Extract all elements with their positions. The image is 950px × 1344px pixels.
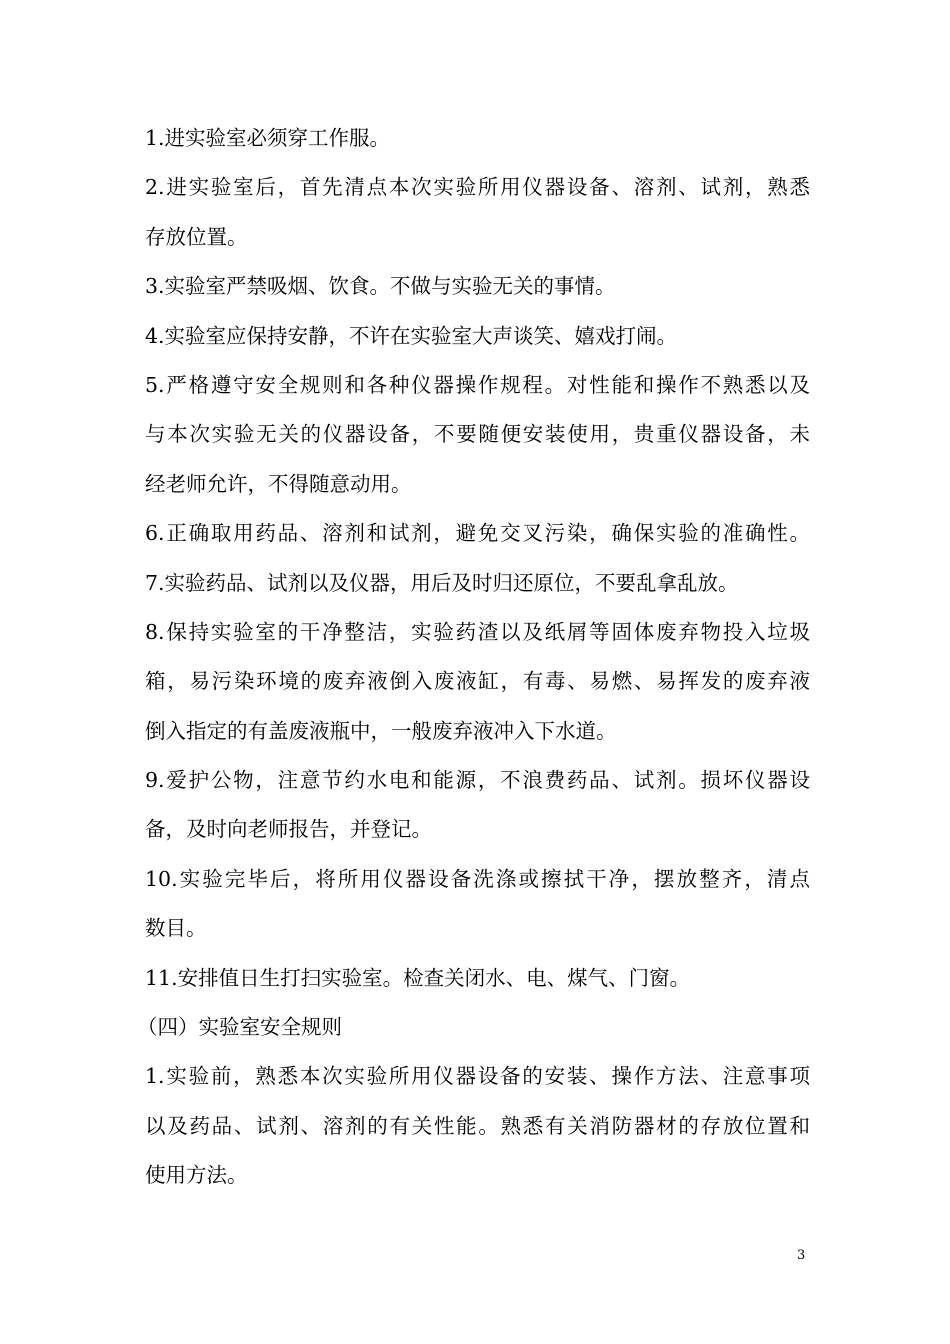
text-line: 经老师允许，不得随意动用。 [145, 471, 412, 496]
page-number: 3 [797, 1248, 806, 1263]
text-line: 数目。 [145, 916, 207, 941]
text-line: 8.保持实验室的干净整洁，实验药渣以及纸屑等固体废弃物投入垃圾 [145, 619, 810, 644]
text-line: 4.实验室应保持安静，不许在实验室大声谈笑、嬉戏打闹。 [145, 323, 678, 348]
text-line: 存放位置。 [145, 224, 248, 249]
text-line: 1.进实验室必须穿工作服。 [145, 126, 391, 150]
text-line: 倒入指定的有盖废液瓶中，一般废弃液冲入下水道。 [145, 718, 617, 743]
text-line: 11.安排值日生打扫实验室。检查关闭水、电、煤气、门窗。 [145, 965, 691, 990]
text-line: 与本次实验无关的仪器设备，不要随便安装使用，贵重仪器设备，未 [145, 422, 810, 447]
text-line: 箱，易污染环境的废弃液倒入废液缸，有毒、易燃、易挥发的废弃液 [145, 669, 810, 694]
text-line: 使用方法。 [145, 1163, 248, 1188]
text-line: 10.实验完毕后，将所用仪器设备洗涤或擦拭干净，摆放整齐，清点 [145, 866, 810, 891]
text-line: 9.爱护公物，注意节约水电和能源，不浪费药品、试剂。损坏仪器设 [145, 768, 810, 793]
text-line: 2.进实验室后，首先清点本次实验所用仪器设备、溶剂、试剂，熟悉 [145, 175, 810, 200]
section-heading: （四）实验室安全规则 [137, 1015, 342, 1040]
text-line: 5.严格遵守安全规则和各种仪器操作规程。对性能和操作不熟悉以及 [145, 372, 810, 397]
text-line: 6.正确取用药品、溶剂和试剂，避免交叉污染，确保实验的准确性。 [145, 521, 810, 546]
text-line: 备，及时向老师报告，并登记。 [145, 817, 432, 842]
text-line: 以及药品、试剂、溶剂的有关性能。熟悉有关消防器材的存放位置和 [145, 1113, 810, 1138]
text-line: 1.实验前，熟悉本次实验所用仪器设备的安装、操作方法、注意事项 [145, 1064, 810, 1089]
text-line: 3.实验室严禁吸烟、饮食。不做与实验无关的事情。 [145, 274, 616, 299]
text-line: 7.实验药品、试剂以及仪器，用后及时归还原位，不要乱拿乱放。 [145, 570, 739, 595]
document-body [137, 114, 810, 1201]
